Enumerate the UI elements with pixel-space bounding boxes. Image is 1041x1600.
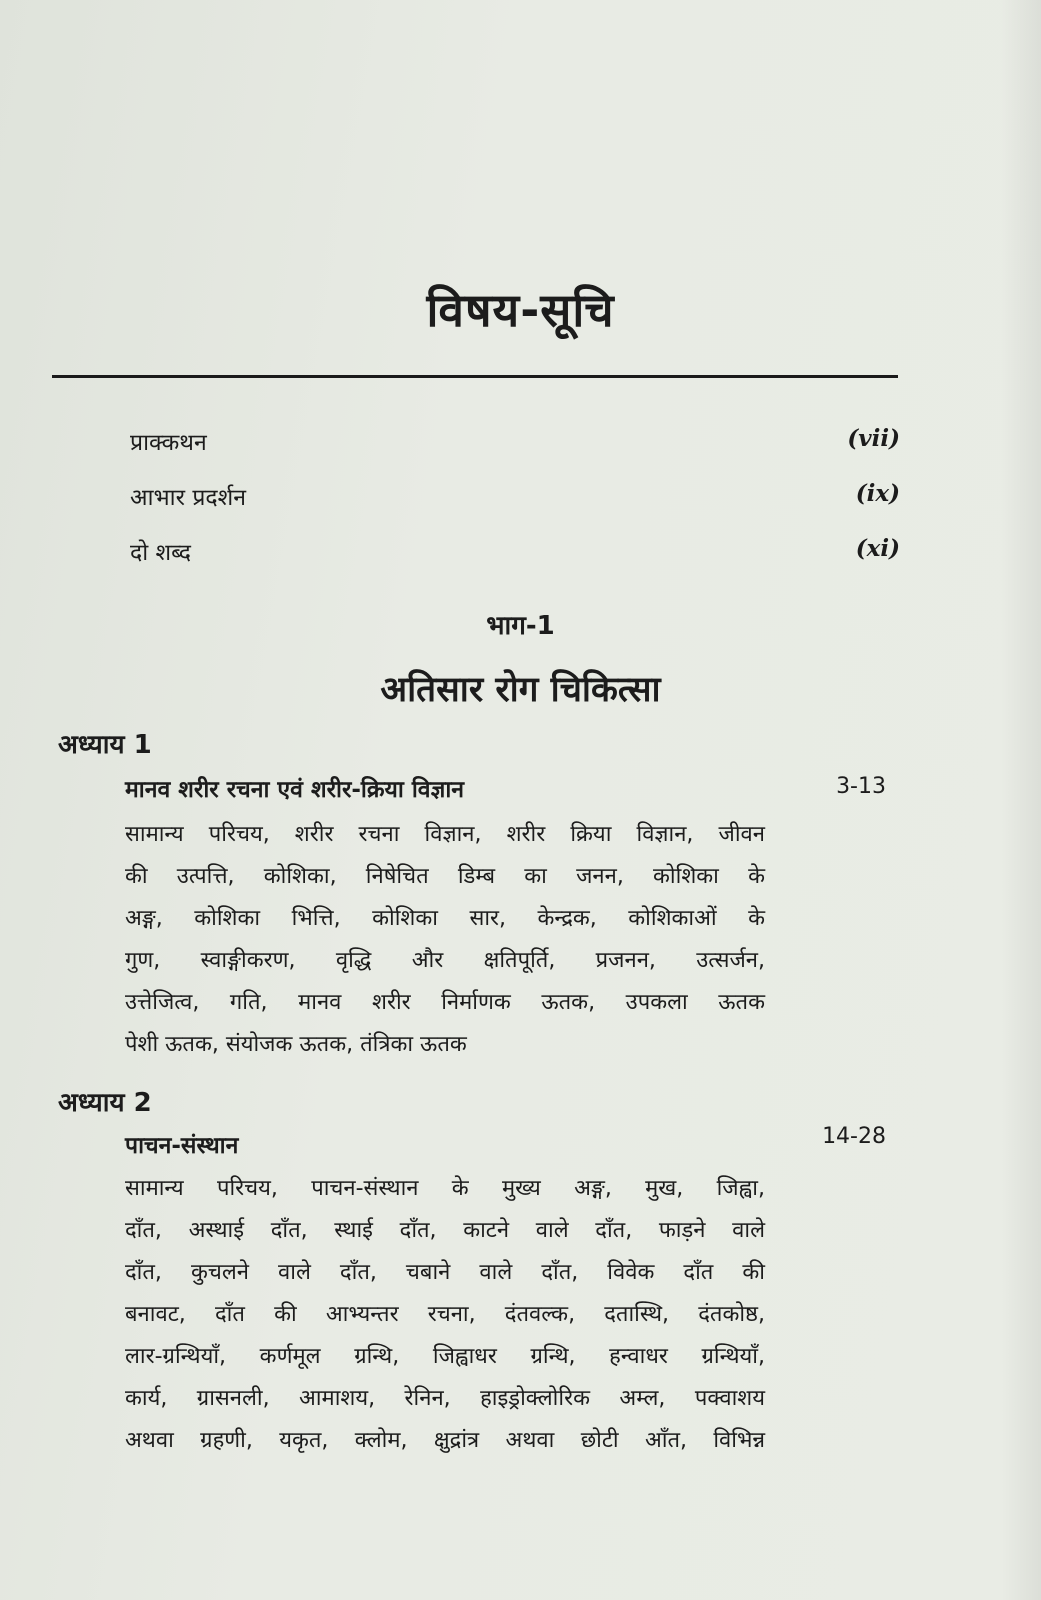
chapter-description-line: गुण, स्वाङ्गीकरण, वृद्धि और क्षतिपूर्ति, प्रजनन, उत्सर्जन, — [125, 948, 765, 973]
chapter-description-line: बनावट, दाँत की आभ्यन्तर रचना, दंतवल्क, दतास्थि, दंतकोष्ठ, — [125, 1302, 765, 1327]
chapter-description-line: अथवा ग्रहणी, यकृत, क्लोम, क्षुद्रांत्र अथवा छोटी आँत, विभिन्न — [125, 1428, 765, 1453]
front-matter-row — [130, 425, 900, 465]
front-matter-page: (vii) — [847, 425, 900, 452]
front-matter-label: दो शब्द — [130, 540, 191, 566]
chapter-label: अध्याय 1 — [58, 730, 152, 760]
chapter-description-line: उत्तेजित्व, गति, मानव शरीर निर्माणक ऊतक, उपकला ऊतक — [125, 990, 765, 1015]
chapter-description-line: लार-ग्रन्थियाँ, कर्णमूल ग्रन्थि, जिह्वाधर ग्रन्थि, हन्वाधर ग्रन्थियाँ, — [125, 1344, 765, 1369]
title-rule — [52, 375, 898, 378]
front-matter-label: आभार प्रदर्शन — [130, 485, 247, 511]
front-matter-row — [130, 535, 900, 575]
chapter-description-line: सामान्य परिचय, पाचन-संस्थान के मुख्य अङ्ग, मुख, जिह्वा, — [125, 1176, 765, 1201]
chapter-pages: 14-28 — [822, 1124, 886, 1149]
front-matter-row — [130, 480, 900, 520]
chapter-pages: 3-13 — [836, 774, 886, 799]
part-title: अतिसार रोग चिकित्सा — [380, 670, 661, 710]
spine-shadow — [1001, 0, 1041, 1600]
front-matter-page: (ix) — [855, 480, 900, 507]
chapter-title: पाचन-संस्थान — [125, 1133, 239, 1159]
chapter-description-line: की उत्पत्ति, कोशिका, निषेचित डिम्ब का जनन, कोशिका के — [125, 864, 765, 889]
chapter-description-line: दाँत, कुचलने वाले दाँत, चबाने वाले दाँत, विवेक दाँत की — [125, 1260, 765, 1285]
front-matter-label: प्राक्कथन — [130, 430, 207, 456]
chapter-description-line: दाँत, अस्थाई दाँत, स्थाई दाँत, काटने वाले दाँत, फाड़ने वाले — [125, 1218, 765, 1243]
front-matter-page: (xi) — [855, 535, 900, 562]
page-title: विषय-सूचि — [426, 283, 615, 337]
chapter-description-line: सामान्य परिचय, शरीर रचना विज्ञान, शरीर क्रिया विज्ञान, जीवन — [125, 822, 765, 847]
chapter-label: अध्याय 2 — [58, 1088, 152, 1118]
chapter-description-line: अङ्ग, कोशिका भित्ति, कोशिका सार, केन्द्रक, कोशिकाओं के — [125, 906, 765, 931]
chapter-description-line: कार्य, ग्रासनली, आमाशय, रेनिन, हाइड्रोक्लोरिक अम्ल, पक्वाशय — [125, 1386, 765, 1411]
chapter-description-line: पेशी ऊतक, संयोजक ऊतक, तंत्रिका ऊतक — [125, 1032, 467, 1057]
part-label: भाग-1 — [486, 611, 555, 641]
chapter-title: मानव शरीर रचना एवं शरीर-क्रिया विज्ञान — [125, 777, 465, 803]
